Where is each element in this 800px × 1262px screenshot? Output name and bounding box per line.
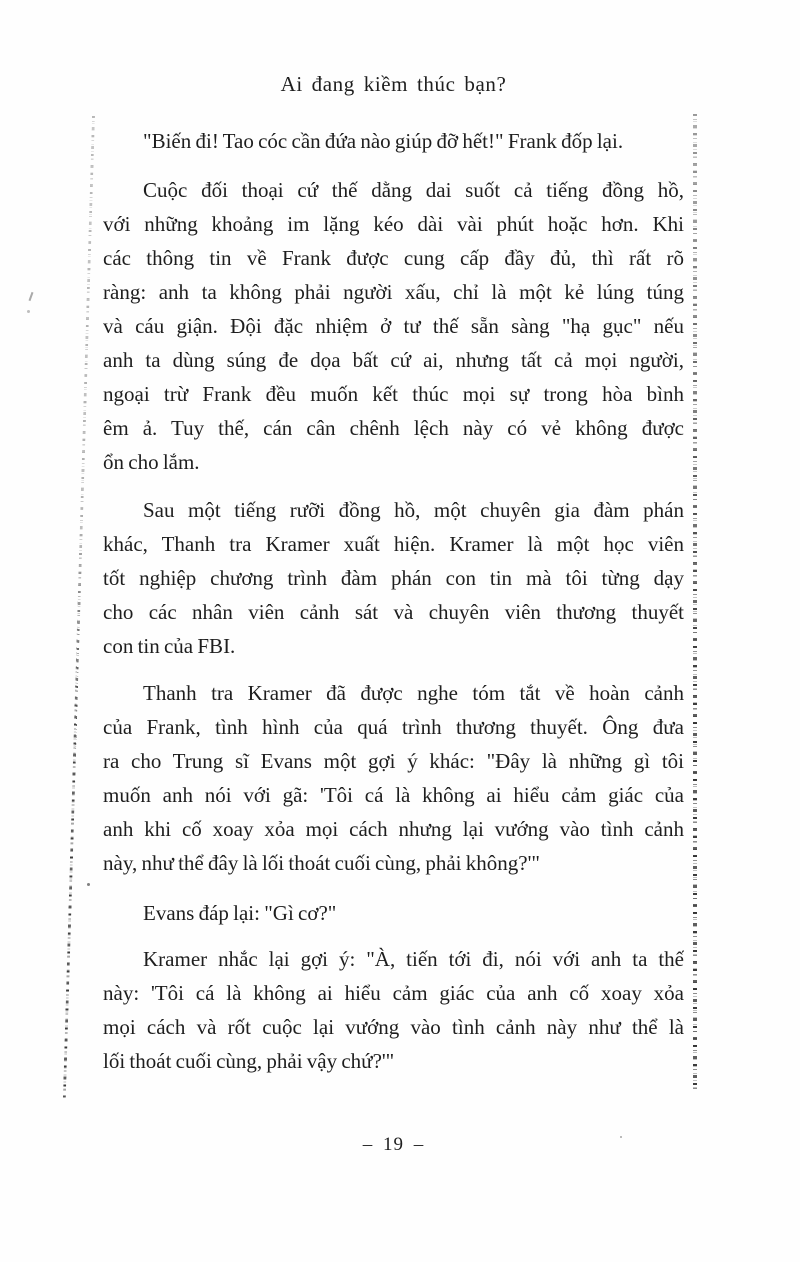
scan-speck xyxy=(87,883,90,886)
text-line: các thông tin về Frank được cung cấp đầy đủ, thì rất rõ xyxy=(103,246,684,270)
text-line: Kramer nhắc lại gợi ý: "À, tiến tới đi, nói với anh ta thế xyxy=(143,947,684,971)
paragraph xyxy=(103,896,684,930)
paragraph xyxy=(103,493,684,663)
paragraph xyxy=(103,124,684,158)
text-line: của Frank, tình hình của quá trình thương thuyết. Ông đưa xyxy=(103,715,684,739)
paragraph xyxy=(103,942,684,1078)
scan-speck xyxy=(620,1136,622,1138)
text-line: lối thoát cuối cùng, phải vậy chứ?'" xyxy=(103,1049,395,1073)
text-line: Evans đáp lại: "Gì cơ?" xyxy=(143,901,337,925)
text-line: cho các nhân viên cảnh sát và chuyên viên thương thuyết xyxy=(103,600,684,624)
text-line: anh khi cố xoay xỏa mọi cách nhưng lại vướng vào tình cảnh xyxy=(103,817,684,841)
text-line: mọi cách và rốt cuộc lại vướng vào tình cảnh này như thể là xyxy=(103,1015,684,1039)
page-number: – 19 – xyxy=(362,1134,425,1155)
text-line: khác, Thanh tra Kramer xuất hiện. Kramer là một học viên xyxy=(103,532,684,556)
text-line: ra cho Trung sĩ Evans một gợi ý khác: "Đây là những gì tôi xyxy=(103,749,684,773)
text-line: này: 'Tôi cá là không ai hiểu cảm giác của anh cố xoay xỏa xyxy=(103,981,684,1005)
text-line: và cáu giận. Đội đặc nhiệm ở tư thế sẵn sàng "hạ gục" nếu xyxy=(103,314,684,338)
text-line: Cuộc đối thoại cứ thế dằng dai suốt cả tiếng đồng hồ, xyxy=(143,178,684,202)
text-line: tốt nghiệp chương trình đàm phán con tin mà tôi từng dạy xyxy=(103,566,684,590)
running-head: Ai đang kiềm thúc bạn? xyxy=(280,72,507,96)
text-line: "Biến đi! Tao cóc cần đứa nào giúp đỡ hết!" Frank đốp lại. xyxy=(143,129,624,153)
text-line: muốn anh nói với gã: 'Tôi cá là không ai hiểu cảm giác của xyxy=(103,783,684,807)
text-line: con tin của FBI. xyxy=(103,634,236,658)
scan-speck xyxy=(29,292,34,301)
text-line: Sau một tiếng rưỡi đồng hồ, một chuyên gia đàm phán xyxy=(143,498,684,522)
paragraph xyxy=(103,676,684,880)
scan-artifact-gutter-left xyxy=(63,116,95,1098)
text-line: với những khoảng im lặng kéo dài vài phút hoặc hơn. Khi xyxy=(103,212,684,236)
text-line: này, như thể đây là lối thoát cuối cùng, phải không?'" xyxy=(103,851,540,875)
paragraph xyxy=(103,173,684,479)
text-line: ổn cho lắm. xyxy=(103,450,200,474)
text-line: ràng: anh ta không phải người xấu, chỉ là một kẻ lúng túng xyxy=(103,280,684,304)
scan-speck xyxy=(27,310,30,313)
text-line: ngoại trừ Frank đều muốn kết thúc mọi sự trong hòa bình xyxy=(103,382,684,406)
text-block xyxy=(103,124,684,1078)
scan-artifact-gutter-right xyxy=(693,114,697,1092)
text-line: anh ta dùng súng đe dọa bất cứ ai, nhưng tất cả mọi người, xyxy=(103,348,684,372)
text-line: êm ả. Tuy thế, cán cân chênh lệch này có vẻ không được xyxy=(103,416,684,440)
text-line: Thanh tra Kramer đã được nghe tóm tắt về hoàn cảnh xyxy=(143,681,684,705)
